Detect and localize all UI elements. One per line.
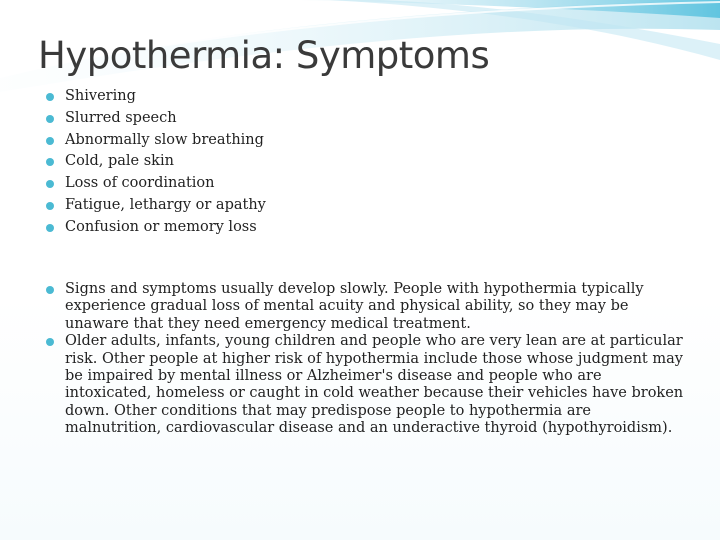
bullet-icon — [46, 137, 54, 145]
list-item-text: Shivering — [65, 88, 136, 104]
list-item — [41, 130, 341, 152]
bullet-icon — [46, 93, 54, 101]
list-item-text: Abnormally slow breathing — [65, 131, 264, 148]
bullet-icon — [46, 158, 54, 166]
list-item — [41, 333, 691, 437]
list-item-text: Slurred speech — [65, 109, 177, 126]
symptom-list — [41, 86, 341, 239]
list-item — [41, 281, 691, 333]
list-item-text: Cold, pale skin — [65, 153, 174, 170]
bullet-icon — [46, 202, 54, 210]
note-paragraph: Signs and symptoms usually develop slowly. People with hypothermia typically experience gradual loss of mental acuity and physical ability, so they may be unaware that they need emergency medical treatment. — [65, 281, 644, 332]
bullet-icon — [46, 338, 54, 346]
bullet-icon — [46, 224, 54, 232]
list-item — [41, 151, 341, 173]
note-paragraph: Older adults, infants, young children and people who are very lean are at particular risk. Other people at higher risk of hypothermia include those whose judgment may be impaired by mental illness or Alzheimer's disease and people who are intoxicated, homeless or caught in cold weather because their vehicles have broken down. Other conditions that may predispose people to hypothermia are malnutrition, cardiovascular disease and an underactive thyroid (hypothyroidism). — [65, 333, 684, 437]
list-item — [41, 195, 341, 217]
list-item-text: Loss of coordination — [65, 175, 215, 192]
page-title: Hypothermia: Symptoms — [38, 34, 490, 77]
bullet-icon — [46, 180, 54, 188]
notes-list — [41, 281, 691, 438]
bullet-icon — [46, 115, 54, 123]
list-item — [41, 86, 341, 108]
list-item — [41, 173, 341, 195]
list-item — [41, 217, 341, 239]
list-item-text: Confusion or memory loss — [65, 218, 257, 235]
list-item — [41, 108, 341, 130]
bullet-icon — [46, 286, 54, 294]
list-item-text: Fatigue, lethargy or apathy — [65, 196, 266, 213]
